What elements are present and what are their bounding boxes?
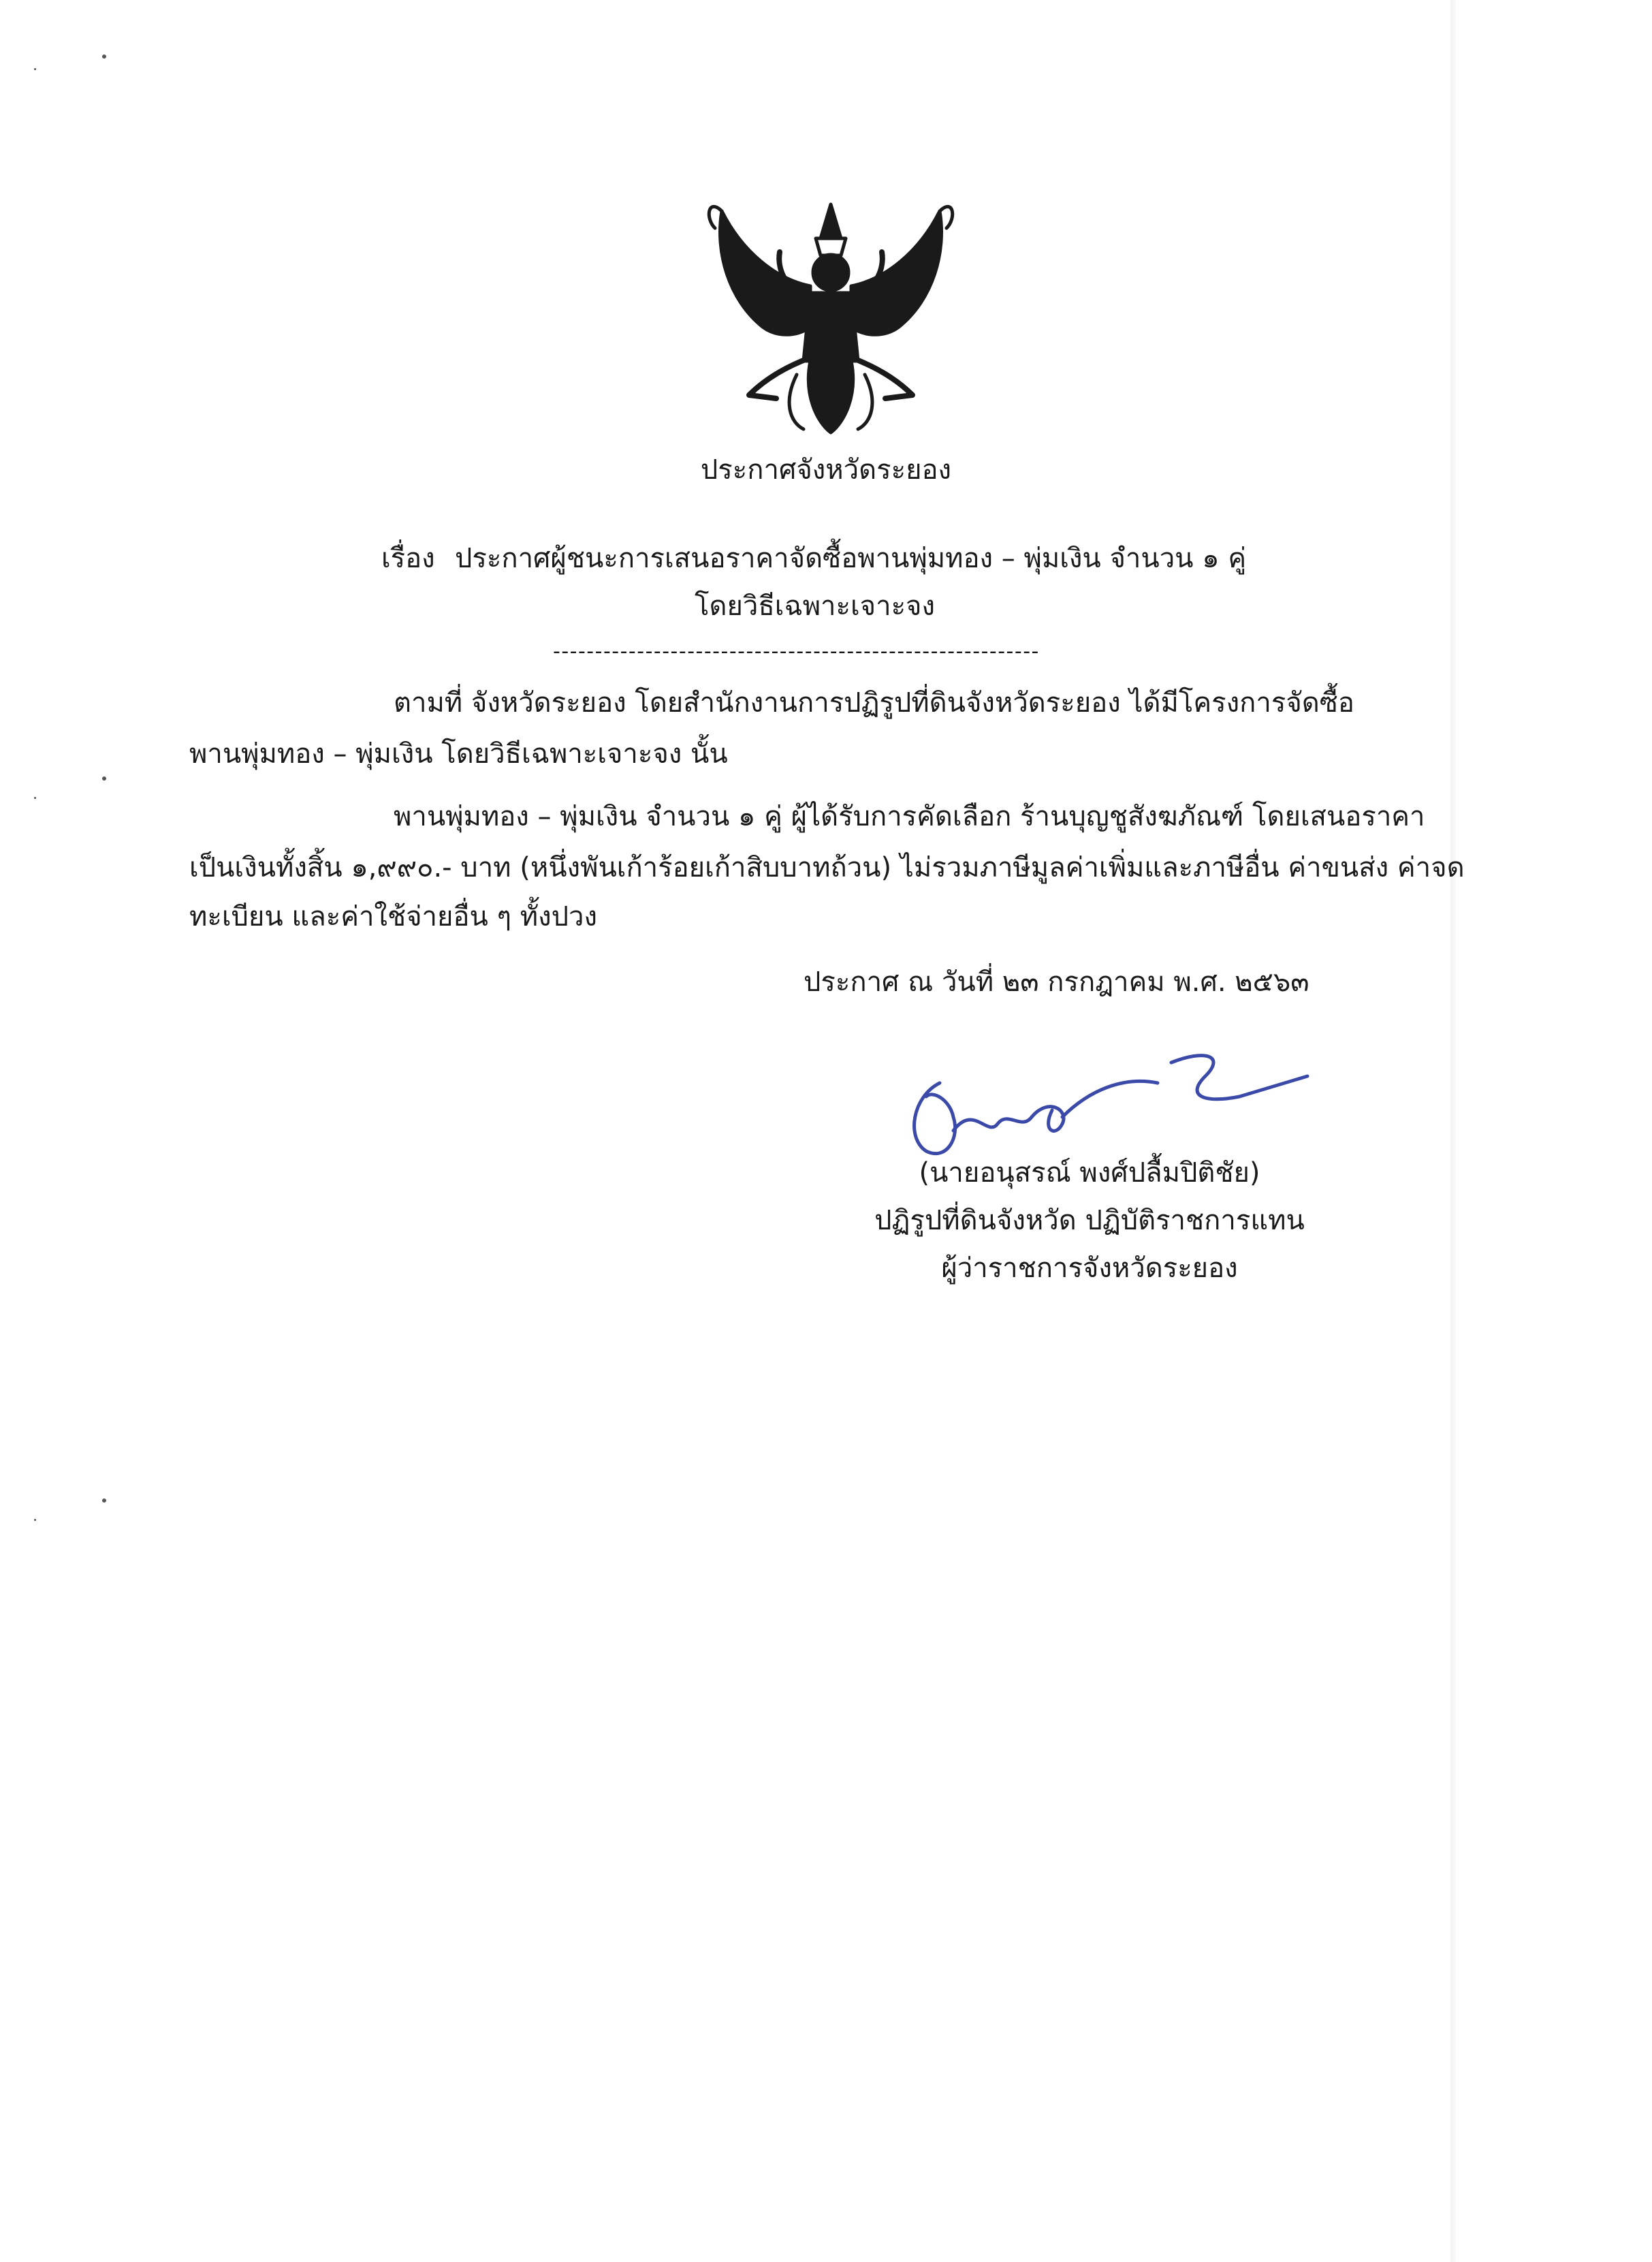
announcement-date: ประกาศ ณ วันที่ ๒๓ กรกฎาคม พ.ศ. ๒๕๖๓ — [804, 967, 1309, 998]
page-edge-shadow — [1450, 0, 1456, 2262]
scan-speck — [34, 68, 36, 70]
garuda-emblem-icon — [701, 191, 960, 436]
para2-line2: เป็นเงินทั้งสิ้น ๑,๙๙๐.- บาท (หนึ่งพันเก้าร้อยเก้าสิบบาทถ้วน) ไม่รวมภาษีมูลค่าเพิ่มและภาษีอื่น ค่าขนส่ง ค่าจด — [189, 852, 1465, 883]
signatory-position-1: ปฏิรูปที่ดินจังหวัด ปฏิบัติราชการแทน — [874, 1205, 1305, 1236]
para2-line3: ทะเบียน และค่าใช้จ่ายอื่น ๆ ทั้งปวง — [189, 901, 597, 932]
subject-line-1: ประกาศผู้ชนะการเสนอราคาจัดซื้อพานพุ่มทอง – พุ่มเงิน จำนวน ๑ คู่ — [455, 543, 1247, 574]
scan-speck — [34, 797, 36, 799]
para2-line1: พานพุ่มทอง – พุ่มเงิน จำนวน ๑ คู่ ผู้ได้รับการคัดเลือก ร้านบุญชูสังฆภัณฑ์ โดยเสนอราคา — [394, 801, 1425, 832]
subject-line-2: โดยวิธีเฉพาะเจาะจง — [695, 591, 936, 622]
scan-speck — [34, 1519, 36, 1521]
page-title: ประกาศจังหวัดระยอง — [700, 454, 952, 486]
subject-label: เรื่อง — [381, 543, 435, 574]
signatory-name: (นายอนุสรณ์ พงศ์ปลื้มปิติชัย) — [919, 1157, 1260, 1189]
scan-speck — [102, 776, 106, 781]
scan-speck — [102, 1498, 106, 1503]
divider-line: ---------------------------------------------------------- — [553, 640, 1040, 663]
handwritten-signature — [885, 1035, 1321, 1172]
signatory-position-2: ผู้ว่าราชการจังหวัดระยอง — [941, 1253, 1238, 1284]
para1-line1: ตามที่ จังหวัดระยอง โดยสำนักงานการปฏิรูปที่ดินจังหวัดระยอง ได้มีโครงการจัดซื้อ — [394, 687, 1354, 719]
para1-line2: พานพุ่มทอง – พุ่มเงิน โดยวิธีเฉพาะเจาะจง นั้น — [189, 738, 728, 770]
scan-speck — [102, 54, 106, 59]
